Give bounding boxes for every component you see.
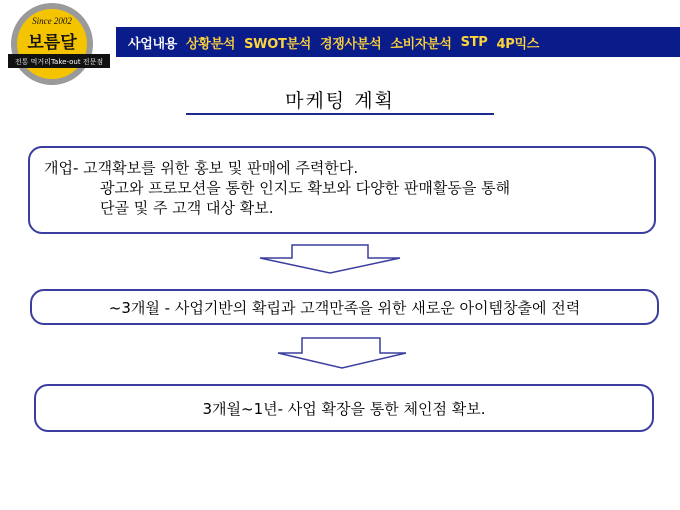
- stage-opening-line-1: 개업- 고객확보를 위한 홍보 및 판매에 주력한다.: [44, 159, 359, 177]
- svg-text:전통 먹거리Take-out 전문점: 전통 먹거리Take-out 전문점: [14, 58, 104, 66]
- nav-item-4p-mix[interactable]: 4P믹스: [496, 36, 539, 52]
- svg-text:보름달: 보름달: [27, 33, 77, 53]
- down-arrow-icon: [276, 337, 408, 369]
- plan-stage-three-months: [30, 289, 659, 325]
- logo-emblem: [6, 2, 110, 88]
- svg-text:Since 2002: Since 2002: [32, 16, 72, 26]
- stage-one-year-text: 3개월~1년- 사업 확장을 통한 체인점 확보.: [202, 399, 486, 418]
- brand-logo: [6, 2, 110, 88]
- nav-item-competitor[interactable]: 경쟁사분석: [320, 36, 382, 52]
- nav-item-consumer[interactable]: 소비자분석: [390, 36, 452, 52]
- stage-opening-line-2: 광고와 프로모션을 통한 인지도 확보와 다양한 판매활동을 통해: [100, 179, 511, 197]
- nav-item-business[interactable]: 사업내용: [128, 36, 178, 52]
- nav-item-swot[interactable]: SWOT분석: [244, 36, 312, 52]
- plan-stage-one-year: [34, 384, 654, 432]
- title-underline: [186, 113, 494, 115]
- stage-three-months-text: ~3개월 - 사업기반의 확립과 고객만족을 위한 새로운 아이템창출에 전력: [108, 298, 581, 317]
- page-title: 마케팅 계획: [285, 90, 395, 112]
- plan-stage-opening: [28, 146, 656, 234]
- stage-opening-line-3: 단골 및 주 고객 대상 확보.: [100, 199, 274, 217]
- down-arrow-icon: [258, 244, 402, 274]
- nav-item-situation[interactable]: 상황분석: [186, 36, 236, 52]
- nav-item-stp[interactable]: STP: [460, 34, 488, 50]
- top-nav-bar: [116, 27, 680, 57]
